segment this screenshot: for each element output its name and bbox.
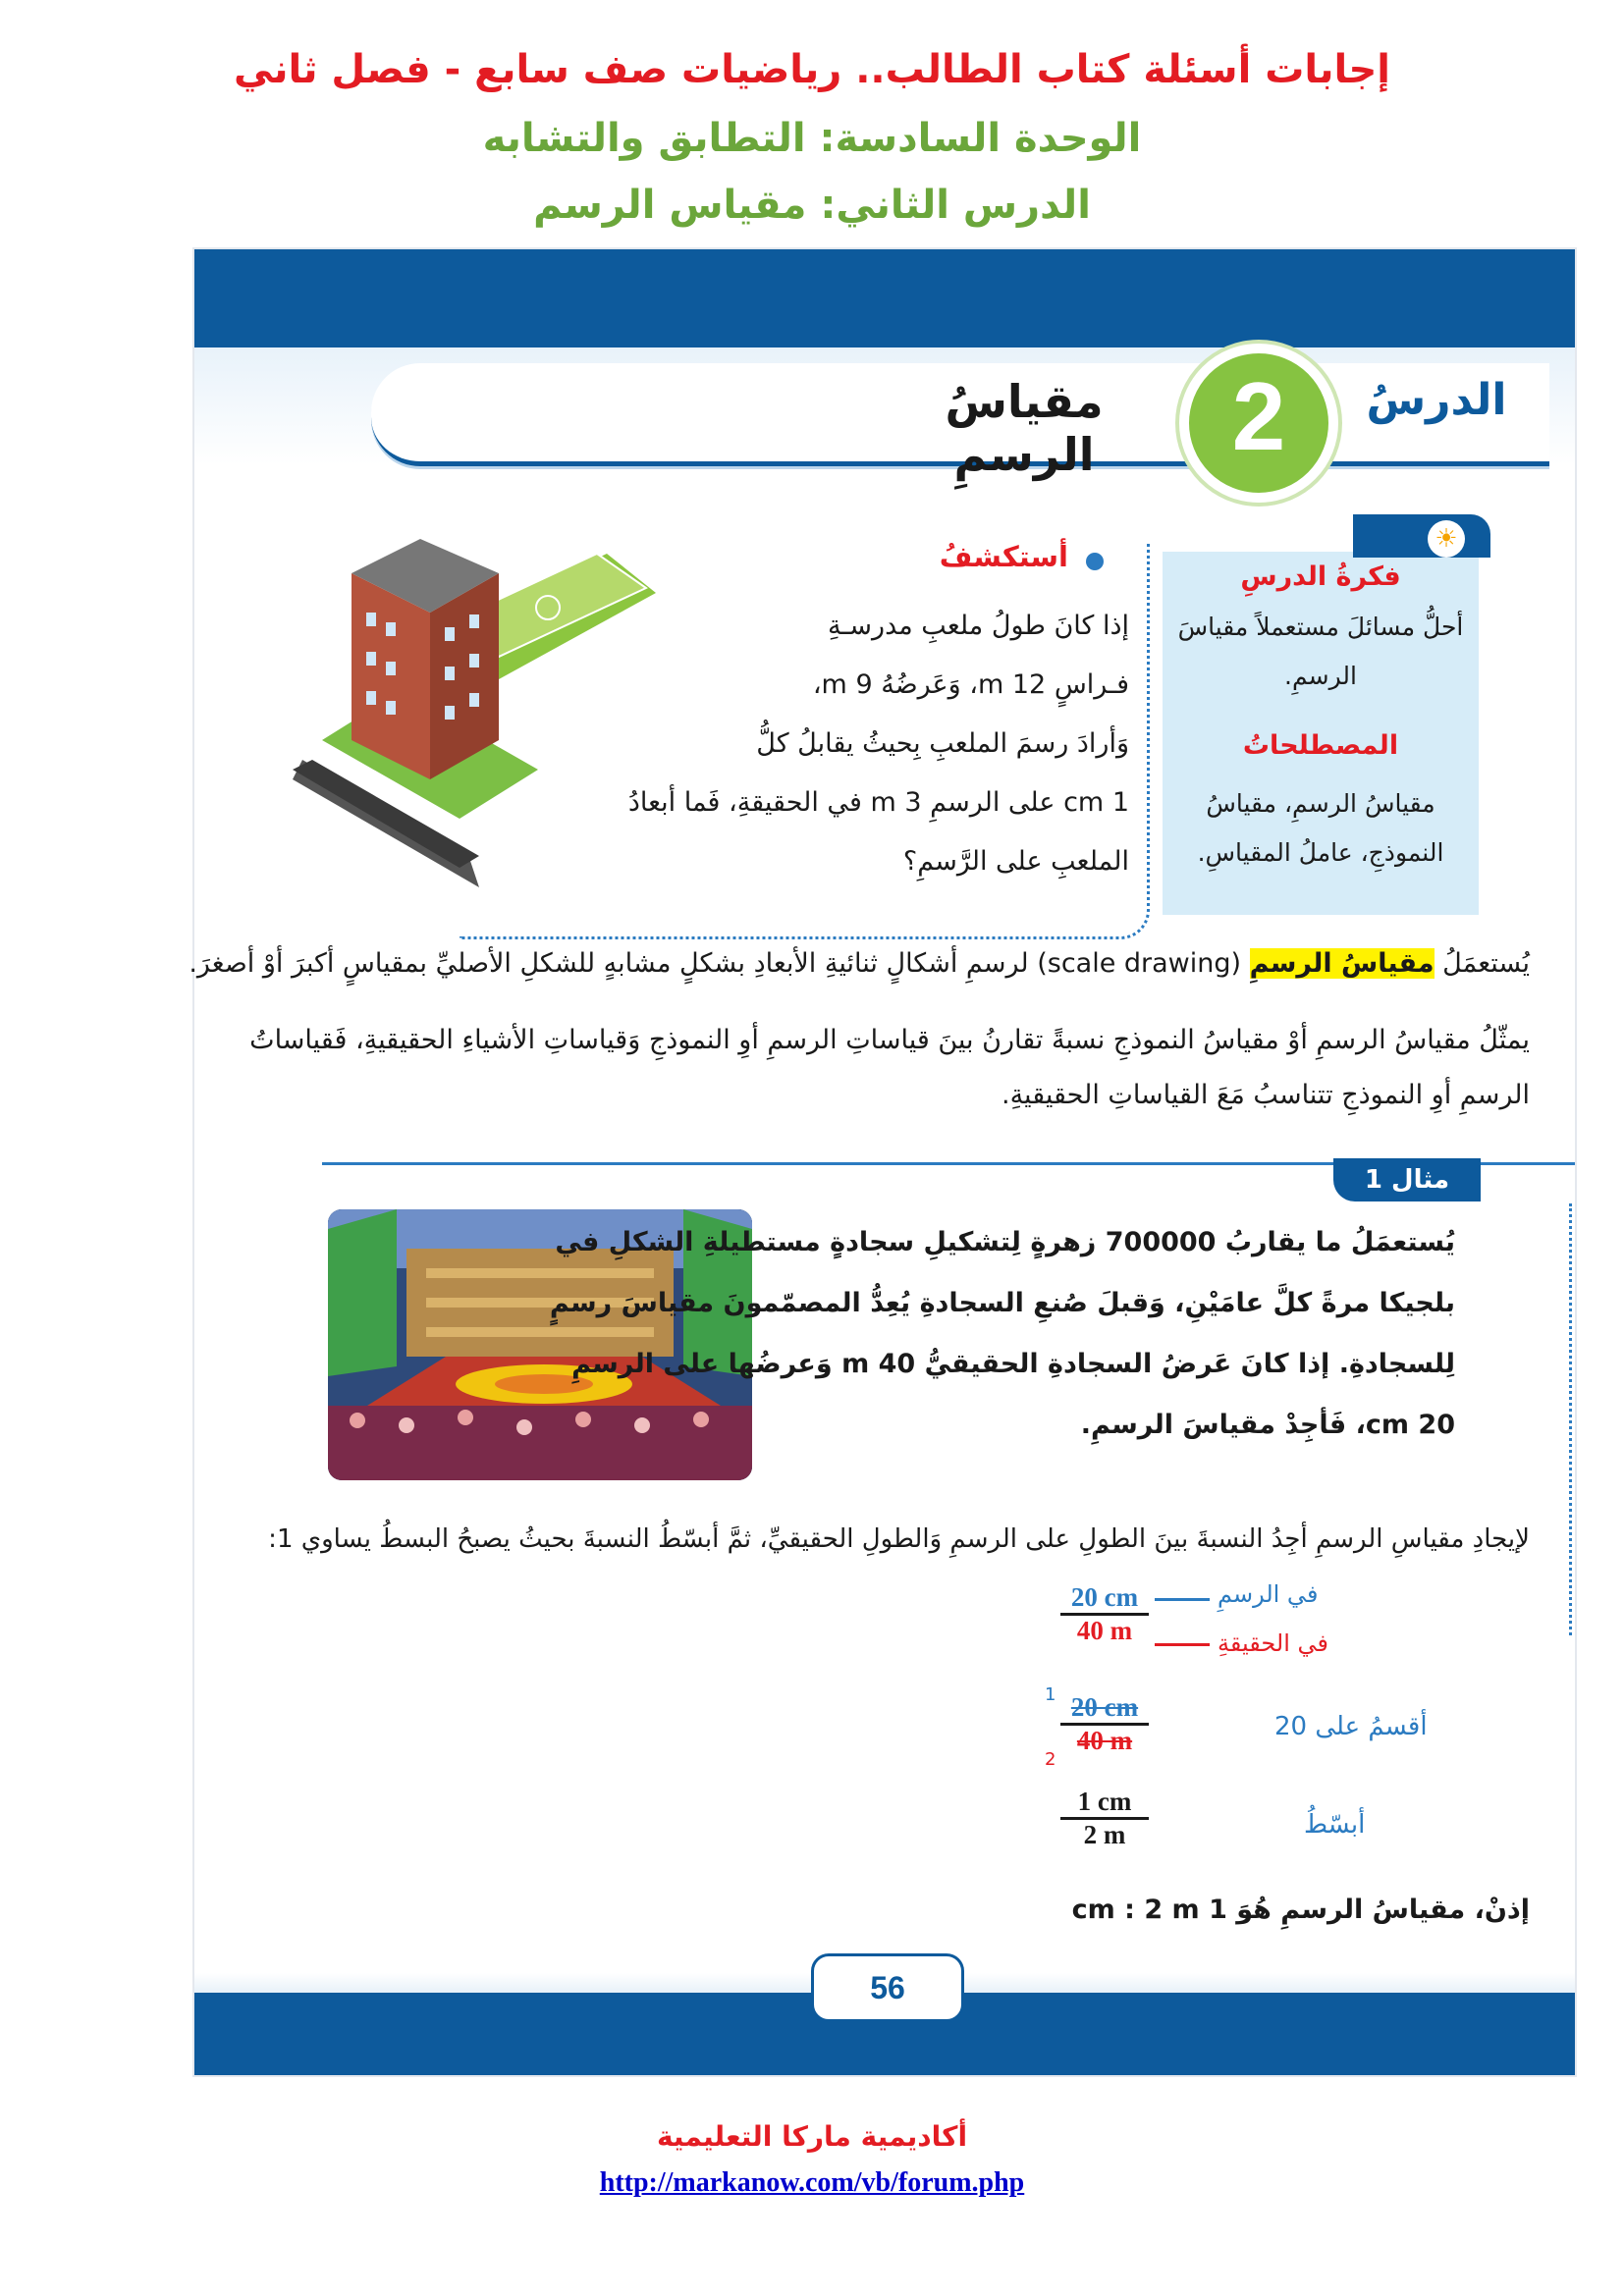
lesson-title: مقياسُ الرسمِ xyxy=(945,375,1104,481)
example-question-line-2: بلجيكا مرةً كلَّ عامَيْنِ، وَقبلَ صُنعِ السجادةِ يُعِدُّ المصمّمونَ مقياسَ رسمٍ xyxy=(549,1288,1455,1318)
book-page xyxy=(189,247,1577,2077)
explore-line-5: الملعبِ على الرَّسمِ؟ xyxy=(902,846,1129,877)
reduced-denominator: 2 xyxy=(1045,1749,1056,1770)
solution-intro: لإيجادِ مقياسِ الرسمِ أجِدُ النسبةَ بينَ الطولِ على الرسمِ وَالطولِ الحقيقيِّ، ثمَّ أبسّطُ النسبةَ بحيثُ يصبحُ البسطُ يساوي 1: xyxy=(268,1524,1530,1554)
ratio-1 xyxy=(1060,1582,1149,1646)
ratio-3-denominator: 2 m xyxy=(1083,1820,1126,1849)
ratio-1-denominator: 40 m xyxy=(1076,1616,1133,1645)
ratio-2-numerator: 20 cm xyxy=(1070,1692,1139,1722)
lesson-number: 2 xyxy=(1231,362,1286,470)
forum-link[interactable]: http://markanow.com/vb/forum.php xyxy=(599,2167,1025,2198)
terms-line-1: مقياسُ الرسمِ، مقياسُ xyxy=(1206,789,1435,818)
example-side-rule xyxy=(1569,1203,1576,1635)
explanation-line-2: الرسمِ أوِ النموذجِ تتناسبُ مَعَ القياساتِ الحقيقيةِ. xyxy=(1001,1080,1530,1110)
conclusion: إذنْ، مقياسُ الرسمِ هُوَ 1 cm : 2 m xyxy=(1071,1895,1530,1925)
example-tab: مثال 1 xyxy=(1333,1158,1481,1201)
ratio-2-denominator: 40 m xyxy=(1076,1726,1133,1755)
definition-paragraph xyxy=(189,938,1530,989)
ratio-1-numerator: 20 cm xyxy=(1070,1582,1139,1612)
explore-line-3: وَأرادَ رسمَ الملعبِ بِحيثُ يقابلُ كلُّ xyxy=(756,728,1129,759)
ratio-3 xyxy=(1060,1787,1149,1850)
idea-text-line-2: الرسمِ. xyxy=(1284,662,1357,690)
definition-after: (scale drawing) لرسمِ أشكالٍ ثنائيةِ الأبعادِ بشكلٍ مشابهٍ للشكلِ الأصليِّ بمقياسٍ أكبرَ أوْ أصغرَ. xyxy=(189,948,1242,979)
example-question-line-3: لِلسجادةِ. إذا كانَ عَرضُ السجادةِ الحقيقيُّ 40 m وَعرضُها على الرسمِ xyxy=(571,1349,1455,1379)
idea-text-line-1: أحلُّ مسائلَ مستعملاً مقياسَ xyxy=(1177,613,1464,641)
page-number: 56 xyxy=(811,1953,964,2022)
arrow-left-icon xyxy=(1155,1598,1210,1601)
arrow-left-icon xyxy=(1155,1643,1210,1646)
top-band xyxy=(194,249,1575,347)
lightbulb-icon: ☀ xyxy=(1428,520,1465,558)
idea-tab xyxy=(1353,514,1490,558)
lesson-subtitle: الدرس الثاني: مقياس الرسم xyxy=(533,183,1091,228)
ratio-3-numerator: 1 cm xyxy=(1077,1787,1132,1816)
explore-line-4: 1 cm على الرسمِ 3 m في الحقيقةِ، فَما أبعادُ xyxy=(627,787,1129,818)
explore-line-1: إذا كانَ طولُ ملعبِ مدرسـةِ xyxy=(828,611,1129,641)
terms-heading: المصطلحاتُ xyxy=(1242,730,1399,761)
idea-heading: فكرةُ الدرسِ xyxy=(1240,561,1401,592)
label-in-reality: في الحقيقةِ xyxy=(1218,1629,1328,1657)
academy-name: أكاديمية ماركا التعليمية xyxy=(656,2120,968,2153)
explore-bullet-icon xyxy=(1086,553,1104,570)
example-question-line-4: 20 cm، فَأجِدْ مقياسَ الرسمِ. xyxy=(1080,1410,1455,1440)
explanation-line-1: يمثّلُ مقياسُ الرسمِ أوْ مقياسُ النموذجِ نسبةً تقارنُ بينَ قياساتِ الرسمِ أوِ النموذجِ وَقياساتِ الأشياءِ الحقيقيةِ، فَقياساتُ xyxy=(249,1025,1530,1055)
school-building-illustration xyxy=(283,534,656,887)
reduced-numerator: 1 xyxy=(1045,1684,1056,1705)
lesson-number-badge xyxy=(1179,344,1338,503)
divide-by-20-label: أقسمُ على 20 xyxy=(1274,1712,1428,1741)
label-in-drawing: في الرسمِ xyxy=(1218,1580,1319,1608)
explore-line-2: فـراسٍ 12 m، وَعَرضُهُ 9 m، xyxy=(812,669,1129,700)
definition-before: يُستعمَلُ xyxy=(1442,948,1530,979)
header-title: إجابات أسئلة كتاب الطالب.. رياضيات صف سابع - فصل ثاني xyxy=(233,47,1391,92)
lesson-word: الدرسُ xyxy=(1366,375,1507,425)
scale-drawing-term: مقياسُ الرسمِ xyxy=(1249,948,1435,979)
ratio-2 xyxy=(1060,1692,1149,1756)
example-question-line-1: يُستعمَلُ ما يقاربُ 700000 زهرةٍ لِتشكيلِ سجادةٍ مستطيلةِ الشكلِ في xyxy=(555,1227,1455,1257)
explore-heading: أستكشفُ xyxy=(939,540,1068,573)
terms-line-2: النموذجِ، عاملُ المقياسِ. xyxy=(1197,838,1444,867)
simplify-label: أبسّطُ xyxy=(1304,1810,1366,1840)
unit-title: الوحدة السادسة: التطابق والتشابه xyxy=(482,116,1142,161)
